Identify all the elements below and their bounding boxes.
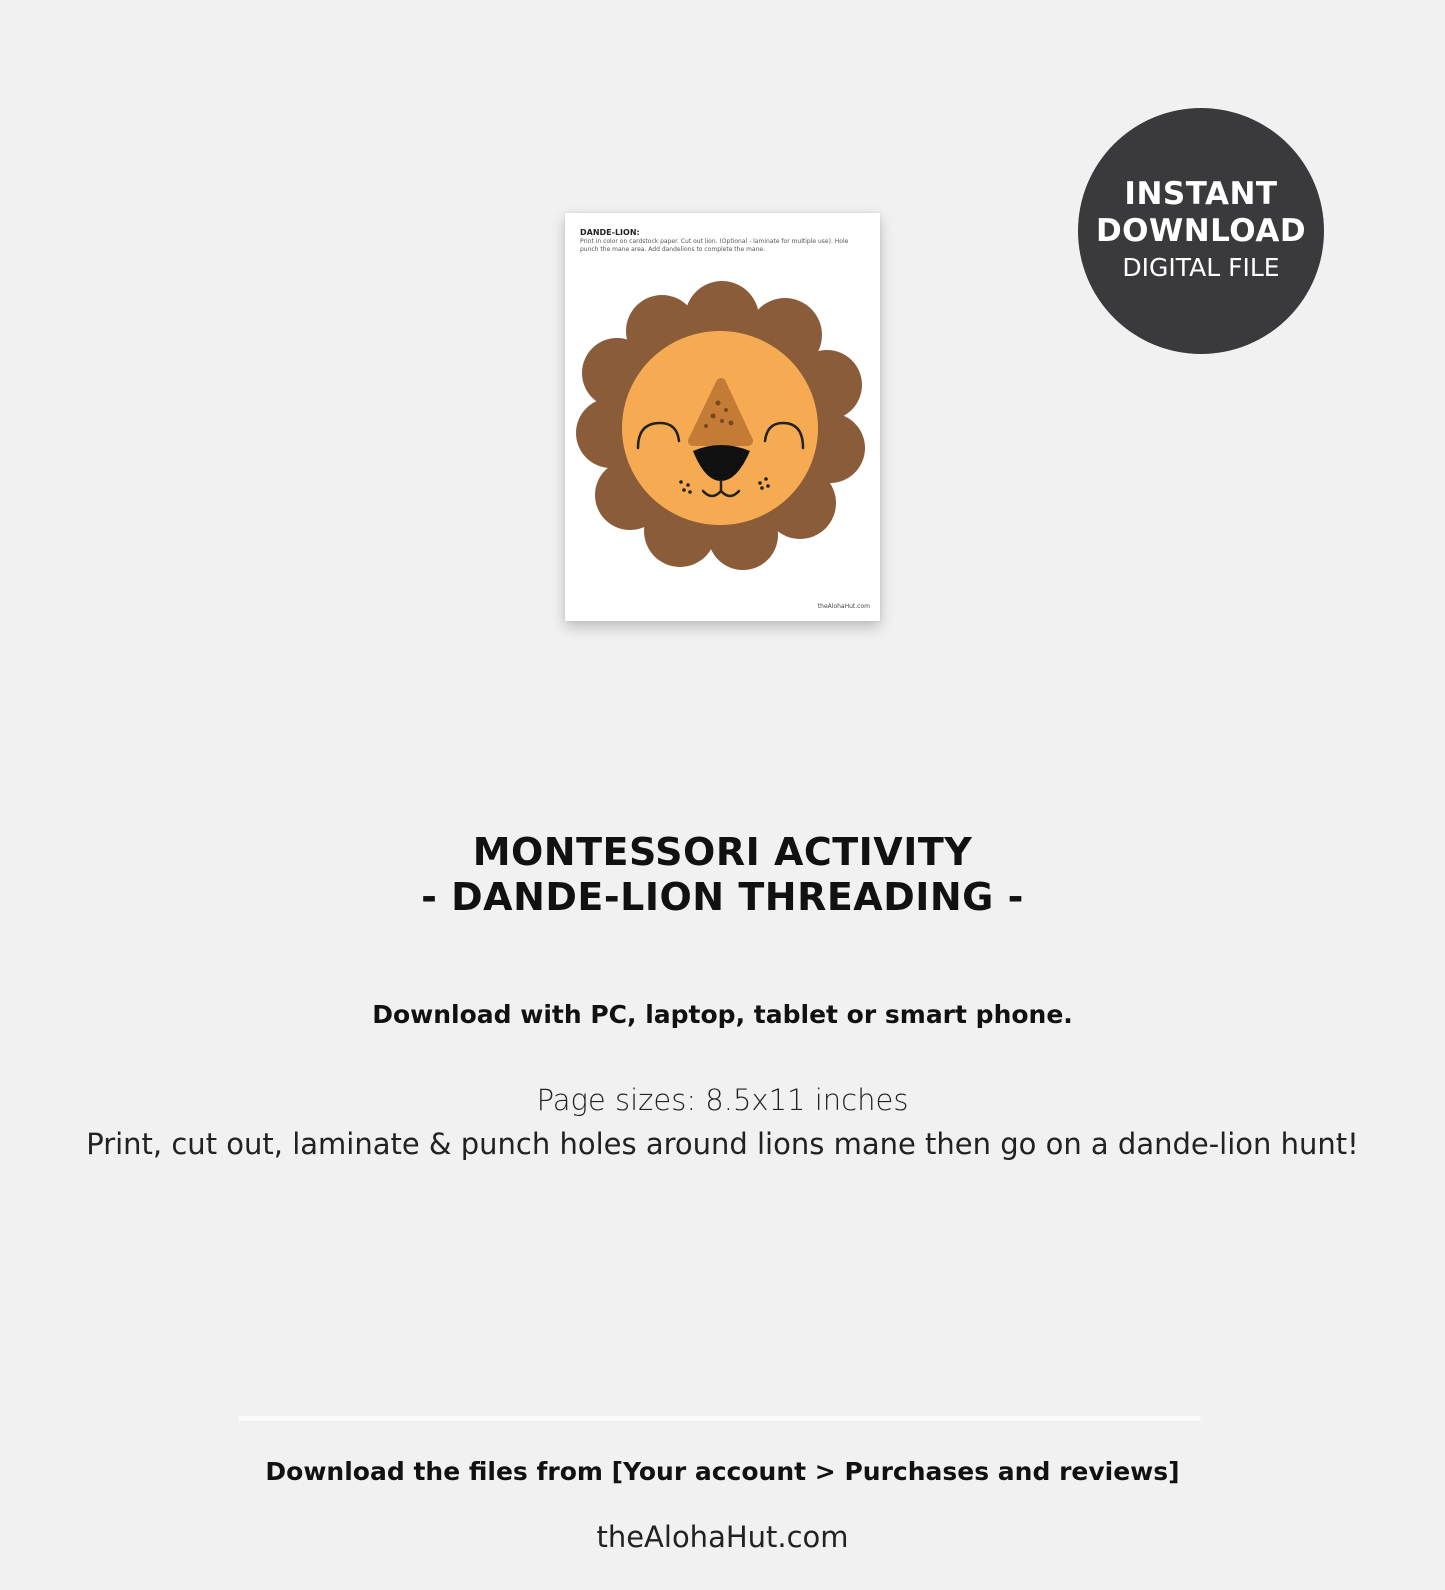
sheet-title: DANDE-LION: xyxy=(580,228,640,237)
badge-line-download: DOWNLOAD xyxy=(1095,213,1307,249)
page-title xyxy=(0,830,1445,920)
badge-line-digital-file: DIGITAL FILE xyxy=(1122,253,1280,282)
badge-line-instant: INSTANT xyxy=(1124,176,1278,212)
printable-preview-sheet xyxy=(565,213,880,621)
site-name: theAlohaHut.com xyxy=(596,1520,849,1554)
divider xyxy=(238,1416,1201,1421)
title-line-1: MONTESSORI ACTIVITY xyxy=(472,830,973,874)
activity-instructions-text: Print, cut out, laminate & punch holes around lions mane then go on a dande-lion hunt! xyxy=(86,1127,1359,1161)
title-line-2: - DANDE-LION THREADING - xyxy=(421,875,1024,919)
download-devices-text: Download with PC, laptop, tablet or smart phone. xyxy=(372,1000,1073,1029)
instant-download-badge xyxy=(1078,108,1324,354)
page-sizes-text: Page sizes: 8.5x11 inches xyxy=(536,1083,909,1117)
sheet-instructions: Print in color on cardstock paper. Cut out lion. (Optional - laminate for multiple use). Hole punch the mane area. Add dandelions to complete the mane. xyxy=(580,238,849,253)
lion-illustration xyxy=(575,273,870,583)
sheet-footer: theAlohaHut.com xyxy=(817,603,870,610)
download-location-text: Download the files from [Your account > Purchases and reviews] xyxy=(265,1457,1180,1486)
